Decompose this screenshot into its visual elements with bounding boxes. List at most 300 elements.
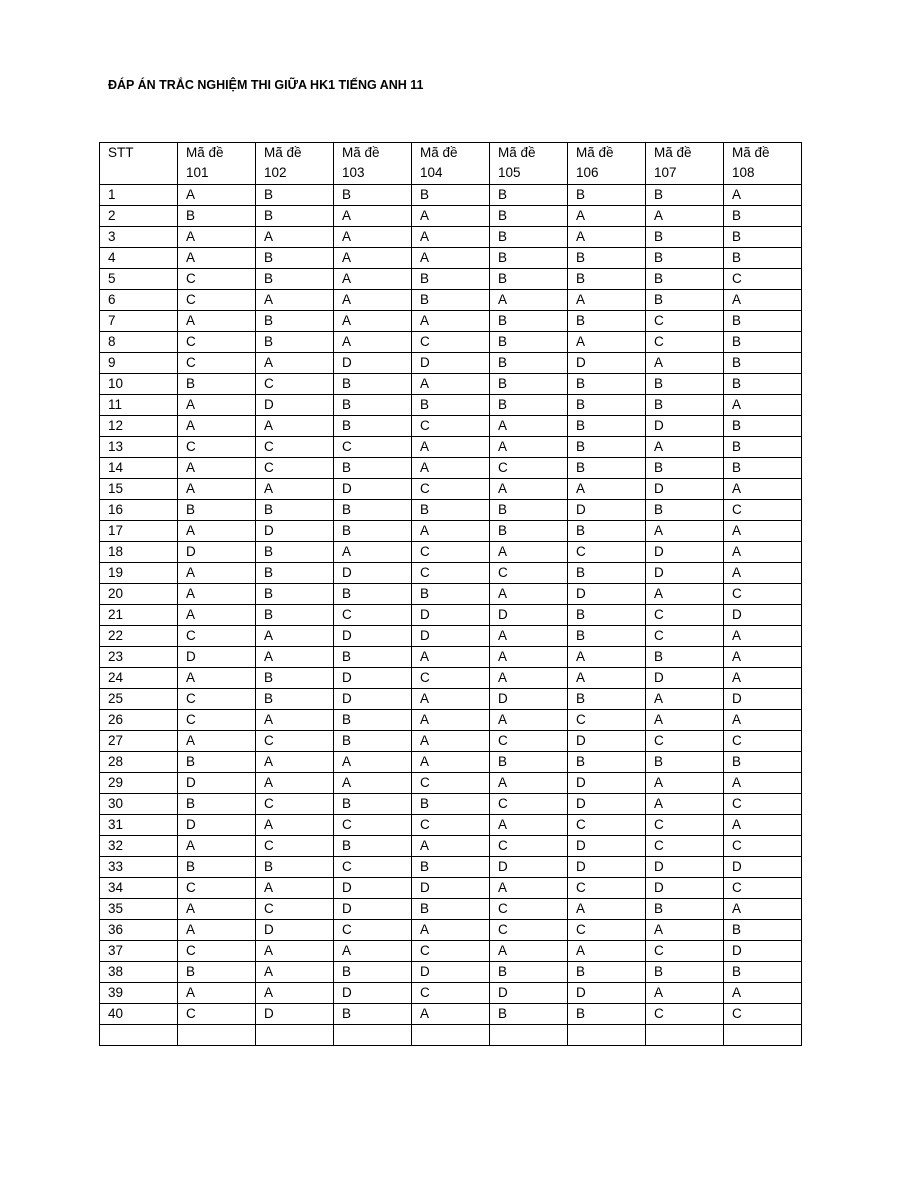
answer-cell: C (412, 983, 490, 1004)
answer-cell: D (334, 878, 412, 899)
answer-cell: B (724, 227, 802, 248)
header-stt (100, 143, 178, 185)
answer-cell: A (334, 248, 412, 269)
answer-cell: A (334, 206, 412, 227)
answer-cell: A (724, 563, 802, 584)
answer-cell: B (490, 206, 568, 227)
answer-cell: B (646, 962, 724, 983)
answer-cell: B (490, 500, 568, 521)
table-row (100, 689, 802, 710)
answer-cell: B (490, 395, 568, 416)
answer-cell: A (178, 416, 256, 437)
answer-cell: A (256, 626, 334, 647)
answer-cell: A (646, 584, 724, 605)
table-row (100, 983, 802, 1004)
question-number-cell: 36 (100, 920, 178, 941)
answer-cell: A (724, 521, 802, 542)
answer-cell: B (334, 500, 412, 521)
answer-cell: D (178, 815, 256, 836)
answer-cell: C (724, 500, 802, 521)
answer-cell: A (412, 227, 490, 248)
answer-cell: C (334, 437, 412, 458)
answer-cell: D (412, 878, 490, 899)
answer-cell: C (412, 416, 490, 437)
answer-cell: C (724, 269, 802, 290)
answer-cell: B (334, 374, 412, 395)
question-number-cell: 6 (100, 290, 178, 311)
answer-cell: B (334, 416, 412, 437)
answer-cell: C (646, 731, 724, 752)
answer-cell: A (256, 752, 334, 773)
question-number-cell: 9 (100, 353, 178, 374)
table-row (100, 605, 802, 626)
answer-cell: B (568, 437, 646, 458)
answer-cell: B (568, 605, 646, 626)
question-number-cell: 5 (100, 269, 178, 290)
answer-cell: C (256, 836, 334, 857)
question-number-cell: 19 (100, 563, 178, 584)
answer-cell: C (646, 815, 724, 836)
answer-cell: C (568, 815, 646, 836)
question-number-cell: 33 (100, 857, 178, 878)
answer-cell: B (256, 857, 334, 878)
answer-cell: A (178, 479, 256, 500)
answer-cell: A (412, 752, 490, 773)
question-number-cell: 21 (100, 605, 178, 626)
answer-cell: C (724, 878, 802, 899)
table-row (100, 920, 802, 941)
answer-cell: B (724, 248, 802, 269)
answer-cell: D (334, 479, 412, 500)
header-exam-code (334, 143, 412, 185)
answer-cell: A (256, 710, 334, 731)
question-number-cell: 11 (100, 395, 178, 416)
table-row (100, 479, 802, 500)
answer-cell: A (256, 479, 334, 500)
table-body (100, 185, 802, 1046)
answer-cell: B (178, 500, 256, 521)
question-number-cell: 13 (100, 437, 178, 458)
answer-cell: B (256, 563, 334, 584)
header-label: Mã đề (186, 145, 224, 160)
question-number-cell: 29 (100, 773, 178, 794)
answer-cell: C (646, 941, 724, 962)
answer-cell: A (412, 458, 490, 479)
header-exam-code (490, 143, 568, 185)
answer-cell: A (646, 773, 724, 794)
answer-cell: B (256, 689, 334, 710)
answer-cell: A (490, 290, 568, 311)
answer-cell: C (646, 1004, 724, 1025)
answer-cell: A (178, 731, 256, 752)
answer-cell: B (412, 794, 490, 815)
answer-cell: B (334, 962, 412, 983)
answer-cell: D (412, 605, 490, 626)
header-label: Mã đề (576, 145, 614, 160)
question-number-cell: 1 (100, 185, 178, 206)
answer-cell: D (256, 521, 334, 542)
answer-cell: B (412, 899, 490, 920)
header-exam-code (412, 143, 490, 185)
answer-cell: A (646, 794, 724, 815)
answer-cell: C (568, 920, 646, 941)
answer-cell: B (256, 332, 334, 353)
answer-cell: A (568, 647, 646, 668)
answer-cell: B (724, 206, 802, 227)
table-row (100, 563, 802, 584)
answer-cell (412, 1025, 490, 1046)
table-row (100, 521, 802, 542)
answer-cell: B (334, 521, 412, 542)
header-exam-code (178, 143, 256, 185)
answer-cell: A (256, 416, 334, 437)
answer-cell: C (412, 668, 490, 689)
header-label: Mã đề (264, 145, 302, 160)
answer-cell: D (256, 920, 334, 941)
answer-cell: B (334, 731, 412, 752)
answer-cell: A (724, 983, 802, 1004)
answer-cell: B (412, 857, 490, 878)
answer-cell: D (490, 605, 568, 626)
answer-cell: C (412, 941, 490, 962)
answer-cell: A (490, 878, 568, 899)
answer-cell: A (256, 878, 334, 899)
question-number-cell: 39 (100, 983, 178, 1004)
question-number-cell: 38 (100, 962, 178, 983)
answer-cell: B (178, 374, 256, 395)
answer-cell: B (646, 290, 724, 311)
table-row (100, 584, 802, 605)
answer-cell: B (178, 962, 256, 983)
answer-cell: D (334, 899, 412, 920)
answer-cell: A (178, 248, 256, 269)
answer-cell: A (178, 458, 256, 479)
answer-cell: A (178, 836, 256, 857)
answer-cell: B (412, 185, 490, 206)
answer-cell: B (412, 269, 490, 290)
answer-cell: D (646, 668, 724, 689)
answer-cell: A (724, 647, 802, 668)
answer-cell: B (412, 500, 490, 521)
table-row (100, 374, 802, 395)
answer-cell: B (568, 752, 646, 773)
header-code: 104 (420, 165, 443, 180)
table-row (100, 731, 802, 752)
answer-cell: A (490, 773, 568, 794)
answer-cell: C (724, 794, 802, 815)
table-row (100, 416, 802, 437)
answer-cell: B (646, 752, 724, 773)
answer-cell: B (646, 647, 724, 668)
answer-cell: C (178, 878, 256, 899)
question-number-cell: 26 (100, 710, 178, 731)
answer-cell: D (412, 353, 490, 374)
table-row (100, 206, 802, 227)
answer-cell: C (490, 920, 568, 941)
table-row (100, 899, 802, 920)
answer-cell: C (490, 794, 568, 815)
answer-cell: A (412, 689, 490, 710)
answer-cell: D (178, 647, 256, 668)
answer-cell: A (724, 899, 802, 920)
table-row (100, 815, 802, 836)
answer-cell: A (334, 773, 412, 794)
table-row (100, 290, 802, 311)
header-label: Mã đề (342, 145, 380, 160)
question-number-cell (100, 1025, 178, 1046)
answer-cell: D (646, 857, 724, 878)
table-row (100, 227, 802, 248)
answer-cell: B (490, 353, 568, 374)
table-row (100, 752, 802, 773)
question-number-cell: 16 (100, 500, 178, 521)
answer-cell: D (646, 878, 724, 899)
answer-cell: A (724, 395, 802, 416)
answer-cell: B (256, 500, 334, 521)
question-number-cell: 23 (100, 647, 178, 668)
question-number-cell: 32 (100, 836, 178, 857)
answer-cell: B (490, 374, 568, 395)
answer-cell: A (256, 227, 334, 248)
header-exam-code (724, 143, 802, 185)
answer-cell: D (178, 773, 256, 794)
answer-cell: B (568, 395, 646, 416)
answer-cell: B (490, 269, 568, 290)
answer-cell: C (412, 332, 490, 353)
header-row (100, 143, 802, 185)
answer-cell: A (412, 836, 490, 857)
answer-cell: B (568, 563, 646, 584)
question-number-cell: 24 (100, 668, 178, 689)
answer-cell: A (412, 248, 490, 269)
answer-cell: B (256, 248, 334, 269)
answer-cell: A (178, 920, 256, 941)
table-row (100, 836, 802, 857)
answer-cell: B (178, 206, 256, 227)
answer-cell: B (568, 185, 646, 206)
answer-cell: B (334, 836, 412, 857)
table-row (100, 269, 802, 290)
answer-cell: C (256, 899, 334, 920)
answer-cell: A (178, 185, 256, 206)
answer-cell: D (724, 605, 802, 626)
answer-cell: A (334, 542, 412, 563)
answer-cell: B (334, 584, 412, 605)
header-label: Mã đề (498, 145, 536, 160)
answer-cell: A (646, 521, 724, 542)
answer-cell: B (178, 857, 256, 878)
answer-cell: D (256, 395, 334, 416)
answer-cell: A (724, 668, 802, 689)
question-number-cell: 34 (100, 878, 178, 899)
answer-cell: A (178, 395, 256, 416)
answer-cell: A (178, 311, 256, 332)
answer-cell: A (412, 731, 490, 752)
answer-cell: A (490, 626, 568, 647)
table-row (100, 878, 802, 899)
header-label: STT (108, 145, 134, 160)
answer-cell: B (568, 311, 646, 332)
answer-cell: D (334, 563, 412, 584)
header-code: 108 (732, 165, 755, 180)
question-number-cell: 10 (100, 374, 178, 395)
answer-cell: C (724, 731, 802, 752)
answer-cell: A (334, 332, 412, 353)
answer-cell: A (724, 290, 802, 311)
answer-cell (178, 1025, 256, 1046)
answer-cell (646, 1025, 724, 1046)
answer-cell: C (646, 626, 724, 647)
answer-cell: A (256, 941, 334, 962)
answer-cell: A (178, 668, 256, 689)
answer-cell (256, 1025, 334, 1046)
header-label: Mã đề (420, 145, 458, 160)
answer-cell: C (646, 311, 724, 332)
answer-cell: C (490, 563, 568, 584)
answer-cell: A (412, 311, 490, 332)
answer-cell: B (334, 794, 412, 815)
answer-cell: A (646, 920, 724, 941)
question-number-cell: 20 (100, 584, 178, 605)
answer-cell: A (256, 773, 334, 794)
answer-cell: D (568, 794, 646, 815)
answer-cell: A (490, 710, 568, 731)
question-number-cell: 17 (100, 521, 178, 542)
question-number-cell: 31 (100, 815, 178, 836)
header-label: Mã đề (732, 145, 770, 160)
question-number-cell: 12 (100, 416, 178, 437)
answer-cell: A (256, 983, 334, 1004)
answer-cell: C (178, 332, 256, 353)
answer-cell: A (178, 227, 256, 248)
answer-cell: B (568, 962, 646, 983)
answer-cell: A (412, 710, 490, 731)
answer-cell: D (724, 857, 802, 878)
answer-cell: C (256, 731, 334, 752)
answer-cell: A (646, 689, 724, 710)
answer-cell: A (490, 941, 568, 962)
answer-cell: D (568, 983, 646, 1004)
answer-cell: B (724, 374, 802, 395)
answer-cell: D (412, 962, 490, 983)
table-row (100, 437, 802, 458)
answer-cell: D (568, 353, 646, 374)
header-exam-code (646, 143, 724, 185)
answer-cell: C (178, 689, 256, 710)
answer-cell: D (490, 689, 568, 710)
answer-cell: D (646, 416, 724, 437)
answer-cell: A (178, 983, 256, 1004)
answer-cell: A (334, 227, 412, 248)
answer-cell: C (490, 899, 568, 920)
answer-cell: B (490, 185, 568, 206)
answer-cell: B (568, 689, 646, 710)
answer-cell: C (334, 605, 412, 626)
table-row (100, 773, 802, 794)
answer-cell: C (490, 731, 568, 752)
answer-cell: A (646, 437, 724, 458)
answer-cell (334, 1025, 412, 1046)
answer-cell: C (334, 815, 412, 836)
answer-cell: C (256, 794, 334, 815)
answer-cell: B (490, 962, 568, 983)
answer-cell: C (178, 290, 256, 311)
document-title: ĐÁP ÁN TRẮC NGHIỆM THI GIỮA HK1 TIẾNG ANH 11 (108, 78, 424, 92)
answer-cell: D (334, 353, 412, 374)
answer-cell: C (568, 542, 646, 563)
question-number-cell: 37 (100, 941, 178, 962)
table-row (100, 311, 802, 332)
answer-cell: D (646, 479, 724, 500)
answer-cell: B (568, 416, 646, 437)
answer-cell: D (724, 941, 802, 962)
answer-cell: C (178, 941, 256, 962)
answer-cell: B (646, 227, 724, 248)
table-row (100, 647, 802, 668)
answer-cell: A (334, 290, 412, 311)
answer-cell: A (256, 353, 334, 374)
question-number-cell: 15 (100, 479, 178, 500)
answer-cell: B (490, 332, 568, 353)
answer-cell: B (568, 248, 646, 269)
answer-cell (724, 1025, 802, 1046)
answer-cell: A (412, 374, 490, 395)
table-row (100, 710, 802, 731)
table-row (100, 458, 802, 479)
table-row (100, 626, 802, 647)
question-number-cell: 8 (100, 332, 178, 353)
answer-cell: A (256, 962, 334, 983)
answer-cell: B (724, 311, 802, 332)
header-code: 101 (186, 165, 209, 180)
answer-cell: A (724, 479, 802, 500)
question-number-cell: 30 (100, 794, 178, 815)
answer-cell: A (568, 332, 646, 353)
answer-cell: B (412, 395, 490, 416)
answer-cell: A (490, 815, 568, 836)
answer-cell: B (490, 311, 568, 332)
answer-cell: A (412, 1004, 490, 1025)
table-row (100, 500, 802, 521)
answer-cell: B (646, 500, 724, 521)
answer-cell: C (646, 332, 724, 353)
answer-cell: B (646, 374, 724, 395)
answer-cell: C (724, 1004, 802, 1025)
answer-cell: C (490, 458, 568, 479)
table-row (100, 794, 802, 815)
answer-cell: A (334, 941, 412, 962)
answer-cell: B (568, 626, 646, 647)
header-code: 105 (498, 165, 521, 180)
answer-cell: D (568, 500, 646, 521)
answer-cell: C (178, 710, 256, 731)
answer-cell: D (568, 731, 646, 752)
answer-cell: B (490, 752, 568, 773)
answer-cell: C (178, 626, 256, 647)
answer-cell: B (568, 374, 646, 395)
answer-cell: B (724, 458, 802, 479)
answer-cell: D (568, 584, 646, 605)
answer-cell: B (646, 395, 724, 416)
answer-cell: C (256, 437, 334, 458)
header-exam-code (568, 143, 646, 185)
answer-cell: B (490, 248, 568, 269)
header-code: 106 (576, 165, 599, 180)
answer-cell: A (724, 710, 802, 731)
answer-cell: B (334, 710, 412, 731)
answer-cell: B (568, 458, 646, 479)
answer-cell: B (568, 269, 646, 290)
